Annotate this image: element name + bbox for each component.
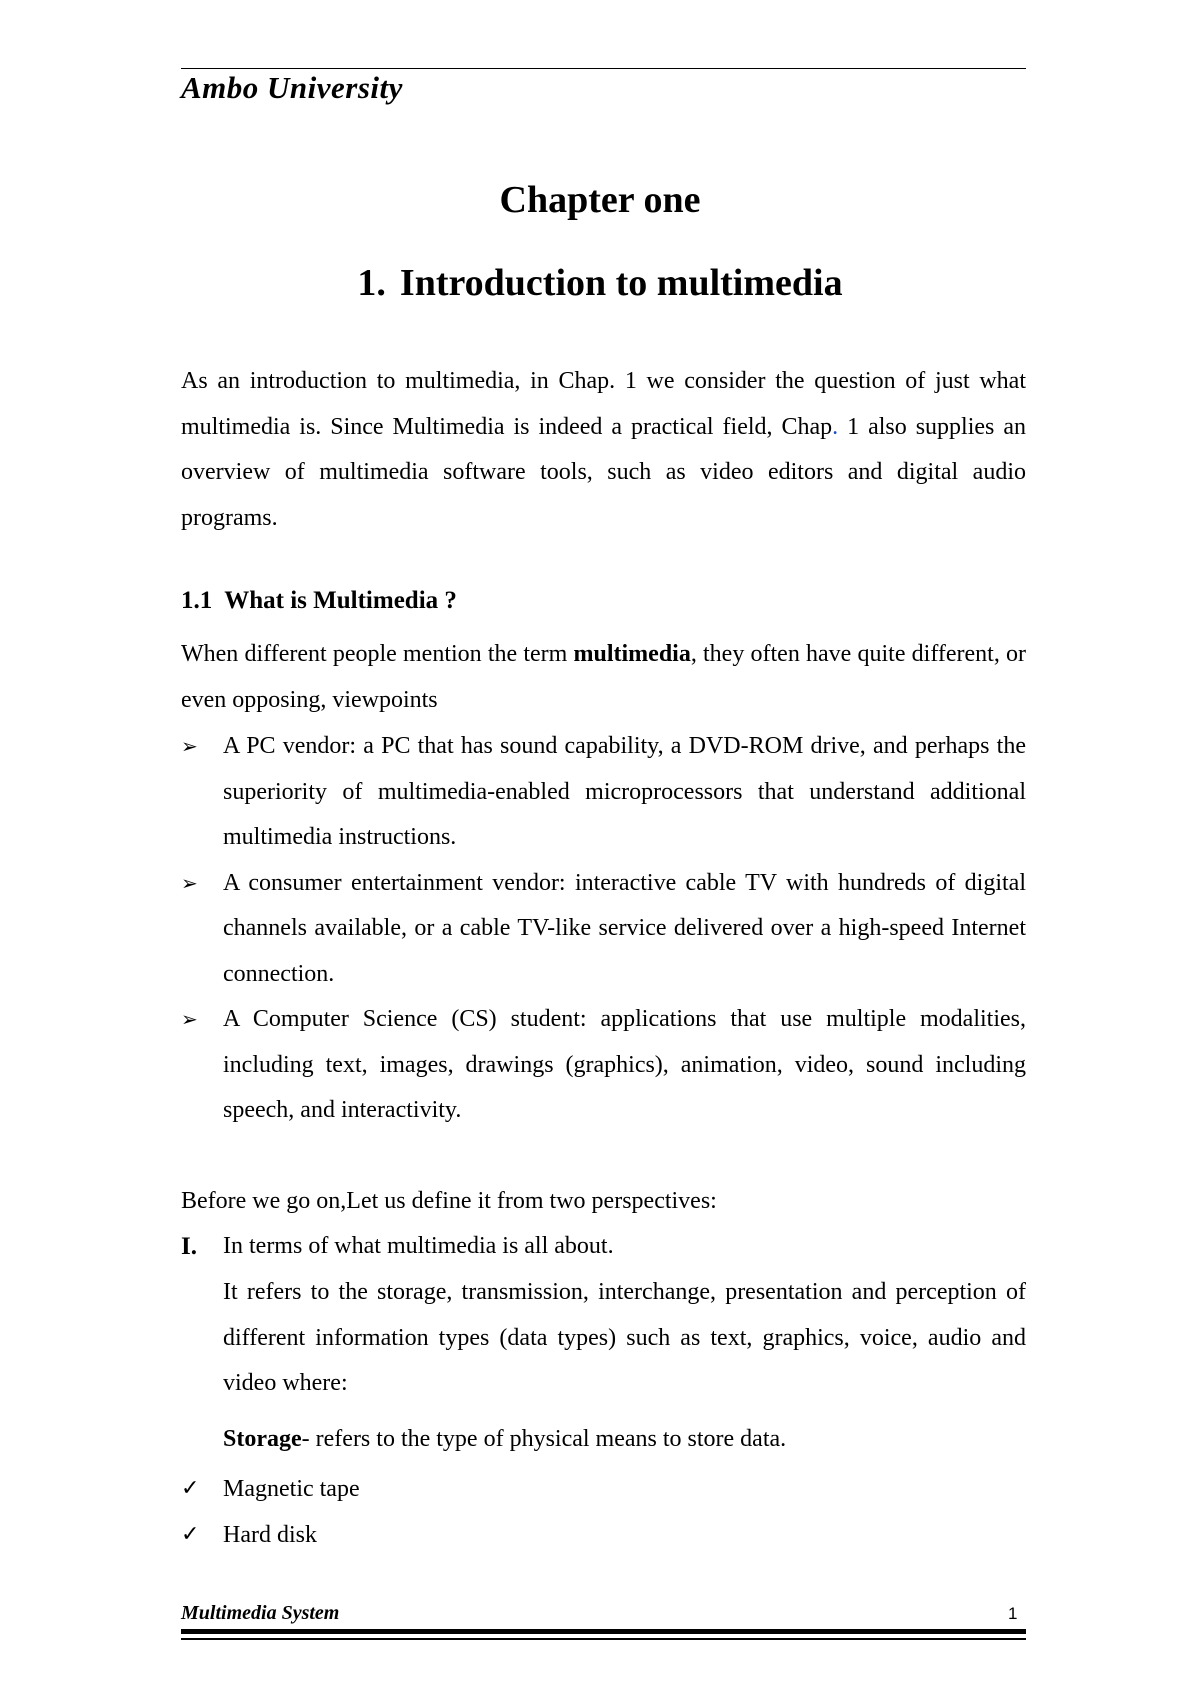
perspective-paragraph: It refers to the storage, transmission, interchange, presentation and perception of different information types (data types) such as text, graphics, voice, audio and video where: — [223, 1279, 1026, 1396]
definition-term: multimedia — [573, 641, 691, 667]
section-heading — [181, 587, 457, 615]
intro-text-after: 1 also supplies an overview of multimedia software tools, such as video editors and digital audio programs. — [181, 413, 1026, 531]
section-title: What is Multimedia ? — [224, 587, 457, 614]
chapter-title — [0, 261, 1200, 305]
list-item-text: Hard disk — [223, 1522, 317, 1548]
arrow-bullet-icon: ➢ — [181, 734, 198, 758]
definition-text-after: , they often have quite different, or even opposing, viewpoints — [181, 641, 1027, 713]
definition-text-before: When different people mention the term — [181, 641, 574, 667]
page-number: 1 — [1008, 1604, 1018, 1623]
list-item-text: Magnetic tape — [223, 1476, 360, 1502]
storage-definition — [223, 1417, 786, 1463]
list-item — [181, 1512, 360, 1558]
list-item — [181, 861, 1026, 998]
footer-rule — [181, 1629, 1026, 1634]
storage-examples-list — [181, 1466, 360, 1558]
intro-paragraph — [181, 359, 1026, 541]
chapter-label: Chapter one — [499, 179, 701, 221]
viewpoint-list — [181, 724, 1026, 1134]
list-item — [181, 1466, 360, 1512]
arrow-bullet-icon: ➢ — [181, 1007, 198, 1031]
list-item-text: A consumer entertainment vendor: interactive cable TV with hundreds of digital channels available, or a cable TV-like service delivered over a high-speed Internet connection. — [223, 869, 1026, 987]
roman-numeral: I. — [181, 1233, 197, 1260]
list-item-text: A PC vendor: a PC that has sound capability, a DVD-ROM drive, and perhaps the superiority of multimedia-enabled microprocessors that understand additional multimedia instructions. — [223, 733, 1026, 850]
storage-definition-text: - refers to the type of physical means to store data. — [301, 1426, 787, 1452]
list-item-text: A Computer Science (CS) student: applications that use multiple modalities, including text, images, drawings (graphics), animation, video, sound including speech, and interactivity. — [223, 1006, 1026, 1123]
list-item — [181, 997, 1026, 1134]
definition-paragraph — [181, 632, 1026, 723]
footer-title: Multimedia System — [181, 1602, 340, 1624]
checkmark-icon: ✓ — [181, 1476, 200, 1501]
list-item — [181, 724, 1026, 861]
chapter-number: 1. — [357, 262, 386, 304]
perspectives-intro: Before we go on,Let us define it from two perspectives: — [181, 1188, 717, 1214]
perspective-title: In terms of what multimedia is all about. — [223, 1233, 614, 1259]
intro-text-before: As an introduction to multimedia, in Chap. 1 we consider the question of just what multimedia is. Since Multimedia is indeed a practical field, Chap — [181, 368, 1026, 440]
header-rule — [181, 68, 1026, 69]
intro-highlight-dot: . — [832, 413, 839, 440]
checkmark-icon: ✓ — [181, 1522, 200, 1547]
chapter-title-text: Introduction to multimedia — [399, 262, 843, 304]
arrow-bullet-icon: ➢ — [181, 870, 198, 895]
footer-rule — [181, 1638, 1026, 1640]
header-title: Ambo University — [181, 70, 403, 105]
storage-term: Storage — [223, 1426, 302, 1452]
section-number: 1.1 — [181, 587, 213, 614]
